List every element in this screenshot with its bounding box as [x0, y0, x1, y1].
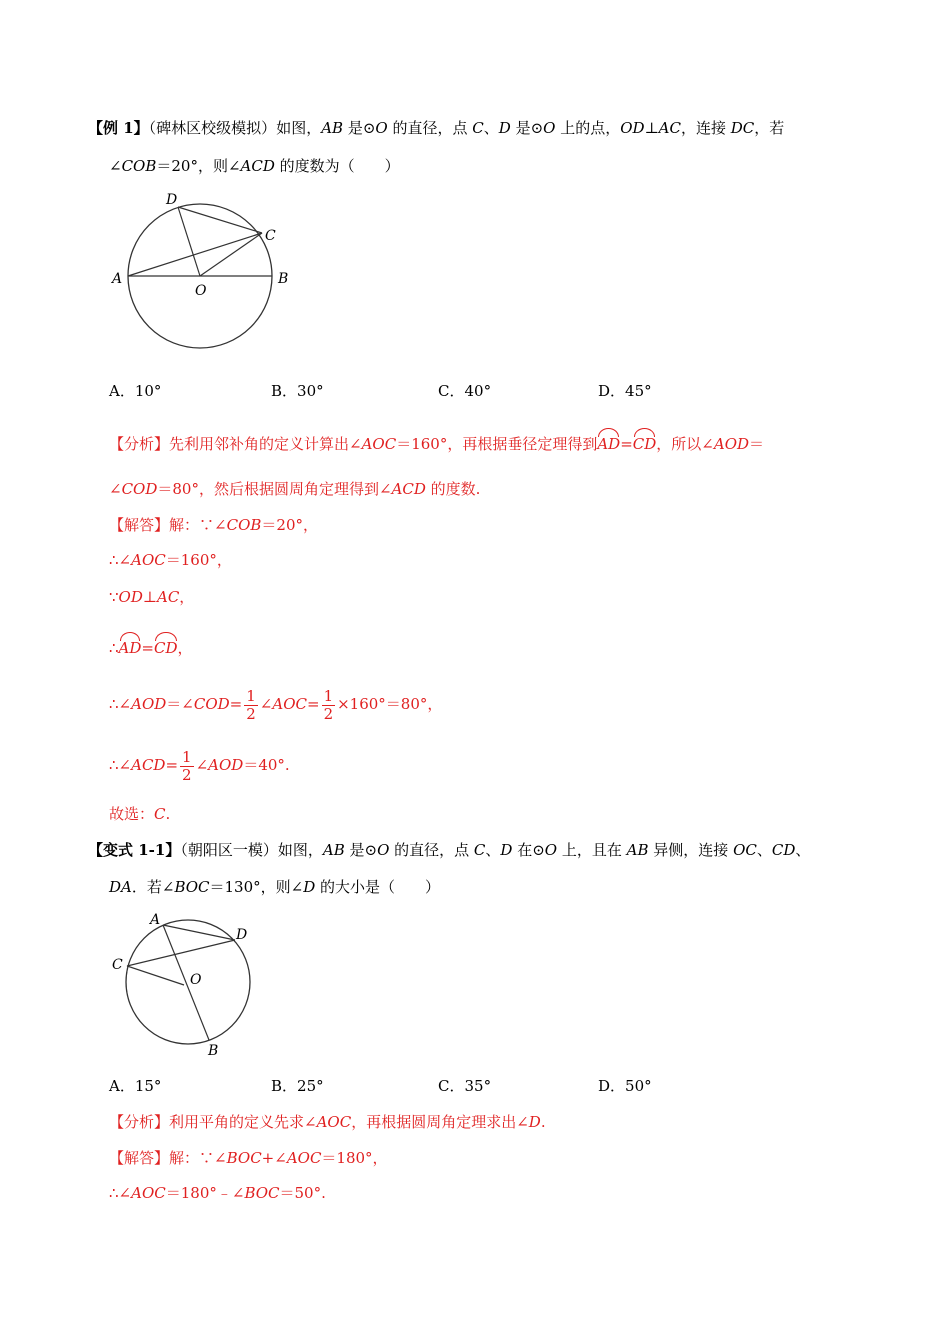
ex2-solution-line-1: 【解答】解：∵∠BOC+∠AOC＝180°， — [109, 1149, 388, 1167]
ex1-label-c: C — [265, 228, 276, 244]
ex2-label-b: B — [208, 1043, 219, 1058]
arc-ad: AD — [597, 430, 620, 454]
fraction-half: $\frac{1}{2}$ — [323, 686, 334, 723]
fraction-half: $\frac{1}{2}$ — [182, 747, 192, 784]
ex2-option-c[interactable]: C．35° — [438, 1077, 492, 1095]
ex1-tag: 【例 1】 — [88, 119, 149, 137]
ex1-analysis-line-1: 【分析】先利用邻补角的定义计算出∠AOC＝160°，再根据垂径定理得到AD=CD，所以∠AOD＝ — [109, 430, 764, 454]
ex1-solution-line-4: ∴AD=CD， — [109, 634, 193, 658]
ex2-analysis-tag: 【分析】 — [109, 1113, 170, 1131]
ex1-option-c[interactable]: C．40° — [438, 382, 492, 400]
ex2-question-line-1: 【变式 1-1】（朝阳区一模）如图，AB 是⊙O 的直径，点 C、D 在⊙O 上，且在 AB 异侧，连接 OC、CD、 — [88, 841, 811, 859]
arc-cd-2: CD — [154, 634, 178, 658]
ex2-analysis-line: 【分析】利用平角的定义先求∠AOC，再根据圆周角定理求出∠D. — [109, 1113, 546, 1131]
ex2-label-a: A — [150, 912, 161, 928]
ex2-question-line-2: DA．若∠BOC＝130°，则∠D 的大小是（ ） — [109, 878, 441, 896]
ex1-analysis-line-2: ∠COD＝80°，然后根据圆周角定理得到∠ACD 的度数. — [109, 480, 481, 498]
ex2-chord-cd — [127, 940, 235, 966]
ex2-option-b[interactable]: B．25° — [271, 1077, 324, 1095]
ex1-solution-line-2: ∴∠AOC＝160°， — [109, 551, 232, 569]
ex1-solution-tag: 【解答】 — [109, 516, 170, 534]
ex2-solution-line-2: ∴∠AOC＝180°﹣∠BOC＝50°. — [109, 1184, 326, 1202]
ex2-segment-oc — [127, 966, 184, 985]
ex1-solution-line-6: ∴∠ACD= $\frac{1}{2}$ ∠AOD＝40°. — [109, 747, 290, 784]
fraction-half: $\frac{1}{2}$ — [246, 686, 256, 723]
ex2-option-d[interactable]: D．50° — [598, 1077, 652, 1095]
ex2-solution-tag: 【解答】 — [109, 1149, 170, 1167]
ex1-solution-line-3: ∵OD⊥AC， — [109, 588, 195, 606]
ex1-label-d: D — [166, 192, 178, 208]
ex2-option-a[interactable]: A．15° — [109, 1077, 162, 1095]
ex1-question-line-1: 【例 1】（碑林区校级模拟）如图，AB 是⊙O 的直径，点 C、D 是⊙O 上的点，OD⊥AC，连接 DC，若 — [88, 119, 785, 137]
ex1-chord-dc — [178, 207, 262, 233]
ex2-chord-da — [163, 925, 235, 940]
ex1-segment-od — [178, 207, 200, 276]
ex1-answer: 故选：C. — [109, 805, 171, 823]
ex1-option-b[interactable]: B．30° — [271, 382, 324, 400]
arc-cd: CD — [633, 430, 657, 454]
ex2-circle — [126, 920, 250, 1044]
ex2-tag: 【变式 1-1】 — [88, 841, 181, 859]
ex2-circle-figure — [105, 908, 260, 1058]
ex2-label-c: C — [112, 957, 123, 973]
ex1-segment-oc — [200, 233, 262, 276]
ex1-label-o: O — [195, 283, 207, 299]
ex2-label-d: D — [236, 927, 248, 943]
ex1-analysis-tag: 【分析】 — [109, 435, 170, 453]
ex1-label-b: B — [278, 271, 289, 287]
ex2-diameter-ab — [163, 925, 209, 1040]
ex1-option-d[interactable]: D．45° — [598, 382, 652, 400]
ex1-chord-ac — [128, 233, 262, 276]
ex1-solution-line-1: 【解答】解：∵∠COB＝20°， — [109, 516, 318, 534]
ex1-question-line-2: ∠COB＝20°，则∠ACD 的度数为（ ） — [109, 157, 400, 175]
ex1-label-a: A — [112, 271, 123, 287]
ex2-label-o: O — [190, 972, 202, 988]
ex1-option-a[interactable]: A．10° — [109, 382, 162, 400]
arc-ad-2: AD — [119, 634, 142, 658]
ex1-solution-line-5: ∴∠AOD＝∠COD= $\frac{1}{2}$ ∠AOC= $\frac{1}{2}$ ×160°＝80°， — [109, 686, 443, 723]
ex1-circle-figure — [100, 185, 300, 355]
